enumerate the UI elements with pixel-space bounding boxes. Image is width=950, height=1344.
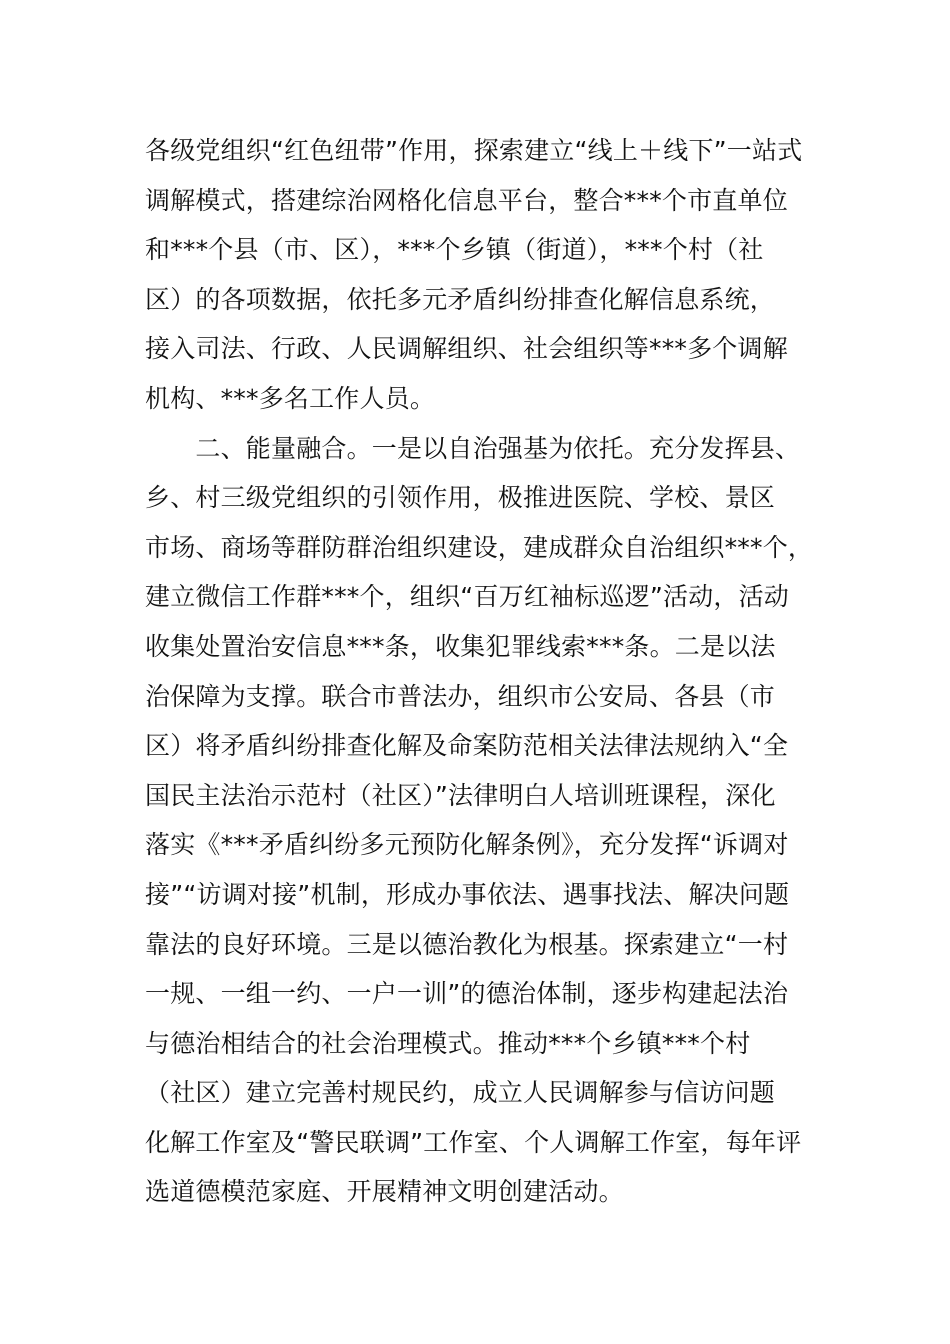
text-line: 乡、村三级党组织的引领作用，极推进医院、学校、景区 bbox=[145, 483, 776, 513]
body-text bbox=[145, 126, 835, 1217]
text-line: 落实《***矛盾纠纷多元预防化解条例》，充分发挥“诉调对 bbox=[145, 830, 789, 860]
text-line: 接”“访调对接”机制，形成办事依法、遇事找法、解决问题 bbox=[145, 879, 790, 909]
text-line: 区）将矛盾纠纷排查化解及命案防范相关法律法规纳入“全 bbox=[145, 731, 789, 761]
text-line: 与德治相结合的社会治理模式。推动***个乡镇***个村 bbox=[145, 1028, 751, 1058]
text-line: 选道德模范家庭、开展精神文明创建活动。 bbox=[145, 1177, 624, 1207]
text-line: 建立微信工作群***个，组织“百万红袖标巡逻”活动，活动 bbox=[145, 582, 790, 612]
text-line: 二、能量融合。一是以自治强基为依托。充分发挥县、 bbox=[145, 433, 801, 463]
text-line: 机构、***多名工作人员。 bbox=[145, 383, 436, 413]
text-line: 市场、商场等群防群治组织建设，建成群众自治组织***个， bbox=[145, 532, 814, 562]
text-line: 国民主法治示范村（社区）”法律明白人培训班课程，深化 bbox=[145, 780, 776, 810]
text-line: 区）的各项数据，依托多元矛盾纠纷排查化解信息系统， bbox=[145, 284, 776, 314]
text-line: 调解模式，搭建综治网格化信息平台，整合***个市直单位 bbox=[145, 185, 788, 215]
text-line: （社区）建立完善村规民约，成立人民调解参与信访问题 bbox=[145, 1078, 776, 1108]
text-line: 接入司法、行政、人民调解组织、社会组织等***多个调解 bbox=[145, 334, 788, 364]
text-line: 治保障为支撑。联合市普法办，组织市公安局、各县（市 bbox=[145, 681, 776, 711]
text-line: 收集处置治安信息***条，收集犯罪线索***条。二是以法 bbox=[145, 631, 776, 661]
text-line: 和***个县（市、区），***个乡镇（街道），***个村（社 bbox=[145, 235, 764, 265]
text-line: 靠法的良好环境。三是以德治教化为根基。探索建立“一村 bbox=[145, 929, 789, 959]
text-line: 一规、一组一约、一户一训”的德治体制，逐步构建起法治 bbox=[145, 979, 789, 1009]
text-line: 化解工作室及“警民联调”工作室、个人调解工作室，每年评 bbox=[145, 1127, 802, 1157]
text-line: 各级党组织“红色纽带”作用，探索建立“线上＋线下”一站式 bbox=[145, 136, 803, 165]
